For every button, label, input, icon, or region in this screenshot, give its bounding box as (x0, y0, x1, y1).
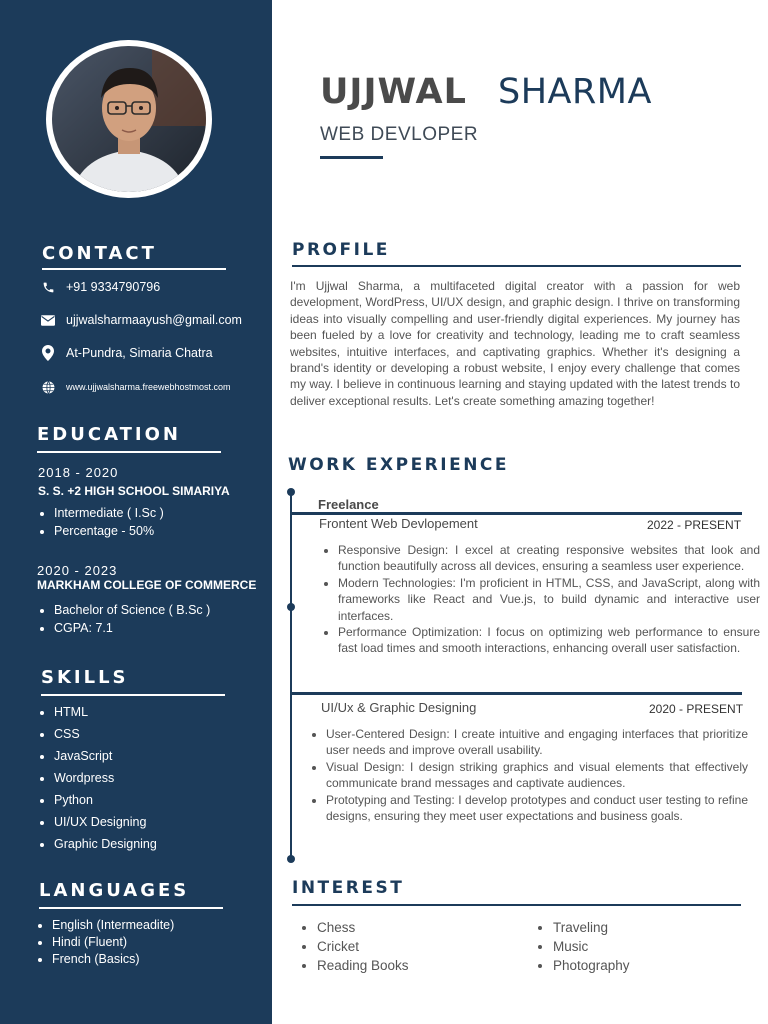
work-experience-heading: WORK EXPERIENCE (288, 455, 510, 475)
list-item: • JavaScript (54, 745, 157, 767)
list-item: • HTML (54, 701, 157, 723)
contact-email[interactable] (40, 312, 242, 328)
job-title: WEB DEVLOPER (320, 124, 479, 145)
education-heading: EDUCATION (37, 424, 181, 445)
profile-photo (46, 40, 212, 198)
name-first: UJJWAL (320, 72, 467, 112)
list-item: • CSS (54, 723, 157, 745)
list-item: • French (Basics) (52, 951, 174, 968)
languages-heading: LANGUAGES (39, 880, 190, 901)
list-item: • Music (553, 937, 630, 956)
contact-heading: CONTACT (42, 243, 157, 264)
skills-divider (41, 694, 225, 696)
list-item: • CGPA: 7.1 (54, 619, 210, 637)
timeline-dot (287, 603, 295, 611)
mail-icon (40, 312, 56, 328)
languages-divider (39, 907, 223, 909)
list-item: • Chess (317, 918, 409, 937)
job-bullets (308, 726, 748, 824)
list-item: • Python (54, 789, 157, 811)
sidebar (0, 0, 272, 1024)
profile-divider (292, 265, 741, 267)
list-item: • Visual Design: I design striking graphics and visual elements that effectively communicate brand messages and captivate audiences. (326, 759, 748, 792)
list-item: • Reading Books (317, 956, 409, 975)
list-item: • User-Centered Design: I create intuitive and engaging interfaces that prioritize user needs and improve overall usability. (326, 726, 748, 759)
profile-heading: PROFILE (292, 240, 390, 260)
list-item: • Prototyping and Testing: I develop prototypes and conduct user testing to refine designs, ensuring they meet user expectations and business goals. (326, 792, 748, 825)
interest-list (537, 918, 630, 975)
list-item: • Wordpress (54, 767, 157, 789)
phone-number: +91 9334790796 (66, 280, 161, 294)
education-details (40, 504, 164, 540)
job-company: Freelance (318, 497, 379, 512)
interest-list (301, 918, 409, 975)
education-divider (37, 451, 221, 453)
list-item: • Performance Optimization: I focus on optimizing web performance to ensure fast load times and smooth interactions, enhancing overall user satisfaction. (338, 624, 760, 657)
job-divider (292, 692, 742, 695)
address-text: At-Pundra, Simaria Chatra (66, 346, 213, 360)
profile-text: I'm Ujjwal Sharma, a multifaceted digital creator with a passion for web development, WordPress, UI/UX design, and graphic design. I thrive on transforming ideas into visually compelling and user-friendly digital experiences. My journey has been fueled by a love for creativity and technology, leading me to craft seamless websites, intuitive interfaces, and captivating graphics. Whether it's designing a brand's identity or developing a robust website, I enjoy every challenge that comes my way. I believe in continuous learning and staying updated with the latest trends to deliver exceptional results. Let's create something amazing together! (290, 279, 740, 408)
job-divider (292, 512, 742, 515)
list-item: • Photography (553, 956, 630, 975)
list-item: • Graphic Designing (54, 833, 157, 855)
timeline-line (290, 492, 292, 859)
education-years: 2018 - 2020 (38, 465, 119, 480)
phone-icon (40, 279, 56, 295)
title-accent-bar (320, 156, 383, 159)
interest-divider (292, 904, 741, 906)
education-years: 2020 - 2023 (37, 563, 118, 578)
education-school: MARKHAM COLLEGE OF COMMERCE (37, 578, 257, 592)
list-item: • Intermediate ( I.Sc ) (54, 504, 164, 522)
job-date: 2022 - PRESENT (647, 518, 742, 532)
skills-heading: SKILLS (41, 667, 129, 688)
timeline-dot (287, 488, 295, 496)
interest-heading: INTEREST (292, 878, 405, 898)
languages-list (38, 917, 174, 968)
email-address: ujjwalsharmaayush@gmail.com (66, 313, 242, 327)
list-item: • Cricket (317, 937, 409, 956)
contact-divider (42, 268, 226, 270)
list-item: • English (Intermeadite) (52, 917, 174, 934)
timeline-dot (287, 855, 295, 863)
list-item: • Responsive Design: I excel at creating responsive websites that look and function beautifully across all devices, ensuring a seamless user experience. (338, 542, 760, 575)
list-item: • Modern Technologies: I'm proficient in HTML, CSS, and JavaScript, along with frameworks like React and Vue.js, to build dynamic and interactive user interfaces. (338, 575, 760, 624)
list-item: • Hindi (Fluent) (52, 934, 174, 951)
contact-phone[interactable] (40, 279, 160, 295)
list-item: • UI/UX Designing (54, 811, 157, 833)
list-item: • Bachelor of Science ( B.Sc ) (54, 601, 210, 619)
skills-list (40, 701, 157, 855)
list-item: • Traveling (553, 918, 630, 937)
job-role: Frontent Web Devlopement (319, 516, 478, 531)
globe-icon (40, 379, 56, 395)
website-link: www.ujjwalsharma.freewebhostmost.com (66, 382, 231, 392)
contact-address (40, 345, 213, 361)
job-bullets (320, 542, 760, 657)
name-last: SHARMA (498, 72, 652, 112)
education-details (40, 601, 210, 637)
location-pin-icon (40, 345, 56, 361)
job-role: UI/Ux & Graphic Designing (321, 700, 477, 715)
list-item: • Percentage - 50% (54, 522, 164, 540)
contact-website[interactable] (40, 379, 231, 395)
education-school: S. S. +2 HIGH SCHOOL SIMARIYA (38, 484, 230, 498)
job-date: 2020 - PRESENT (649, 702, 744, 716)
